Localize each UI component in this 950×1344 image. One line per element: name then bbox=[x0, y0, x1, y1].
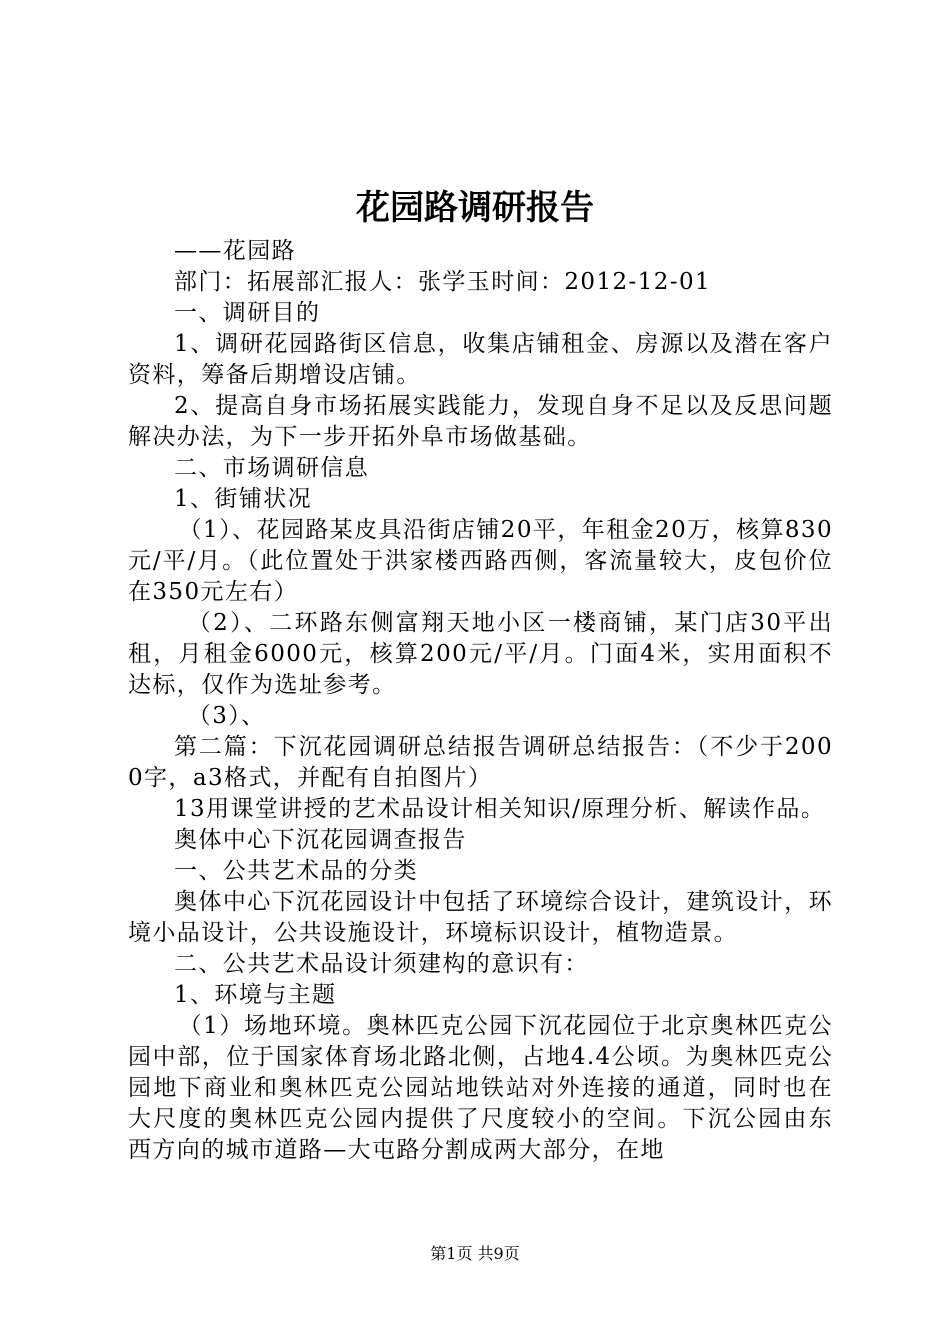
paragraph: 第二篇：下沉花园调研总结报告调研总结报告：（不少于2000字，a3格式，并配有自拍图片） bbox=[128, 734, 833, 791]
document-body bbox=[128, 236, 833, 1166]
paragraph: 13用课堂讲授的艺术品设计相关知识/原理分析、解读作品。 bbox=[174, 796, 826, 822]
paragraph: 奥体中心下沉花园设计中包括了环境综合设计，建筑设计，环境小品设计，公共设施设计，环境标识设计，植物造景。 bbox=[128, 889, 833, 946]
subsection-heading: 1、街铺状况 bbox=[174, 486, 313, 512]
paragraph: （1）场地环境。奥林匹克公园下沉花园位于北京奥林匹克公园中部，位于国家体育场北路北侧，占地4.4公顷。为奥林匹克公园地下商业和奥林匹克公园站地铁站对外连接的通道，同时也在大尺度的奥林匹克公园内提供了尺度较小的空间。下沉公园由东西方向的城市道路—大屯路分割成两大部分，在地 bbox=[128, 1013, 833, 1163]
paragraph: 1、调研花园路街区信息，收集店铺租金、房源以及潜在客户资料，筹备后期增设店铺。 bbox=[128, 331, 833, 388]
subtitle: ——花园路 bbox=[174, 238, 296, 264]
subsection-heading: 1、环境与主题 bbox=[174, 982, 337, 1008]
paragraph: （1）、花园路某皮具沿街店铺20平，年租金20万，核算830元/平/月。（此位置处于洪家楼西路西侧，客流量较大，皮包价位在350元左右） bbox=[128, 517, 833, 605]
report-meta: 部门：拓展部汇报人：张学玉时间：2012-12-01 bbox=[174, 269, 712, 295]
section-heading: 奥体中心下沉花园调查报告 bbox=[174, 827, 467, 853]
page-number: 第1页 共9页 bbox=[430, 1244, 520, 1263]
section-heading: 一、公共艺术品的分类 bbox=[174, 858, 418, 884]
paragraph: 2、提高自身市场拓展实践能力，发现自身不足以及反思问题解决办法，为下一步开拓外阜市场做基础。 bbox=[128, 393, 833, 450]
section-heading: 一、调研目的 bbox=[174, 300, 321, 326]
section-heading: 二、公共艺术品设计须建构的意识有： bbox=[174, 951, 589, 977]
section-heading: 二、市场调研信息 bbox=[174, 455, 370, 481]
page-title: 花园路调研报告 bbox=[356, 188, 594, 228]
paragraph: （3）、 bbox=[187, 703, 266, 729]
paragraph: （2）、二环路东侧富翔天地小区一楼商铺，某门店30平出租，月租金6000元，核算200元/平/月。门面4米，实用面积不达标，仅作为选址参考。 bbox=[128, 610, 833, 698]
